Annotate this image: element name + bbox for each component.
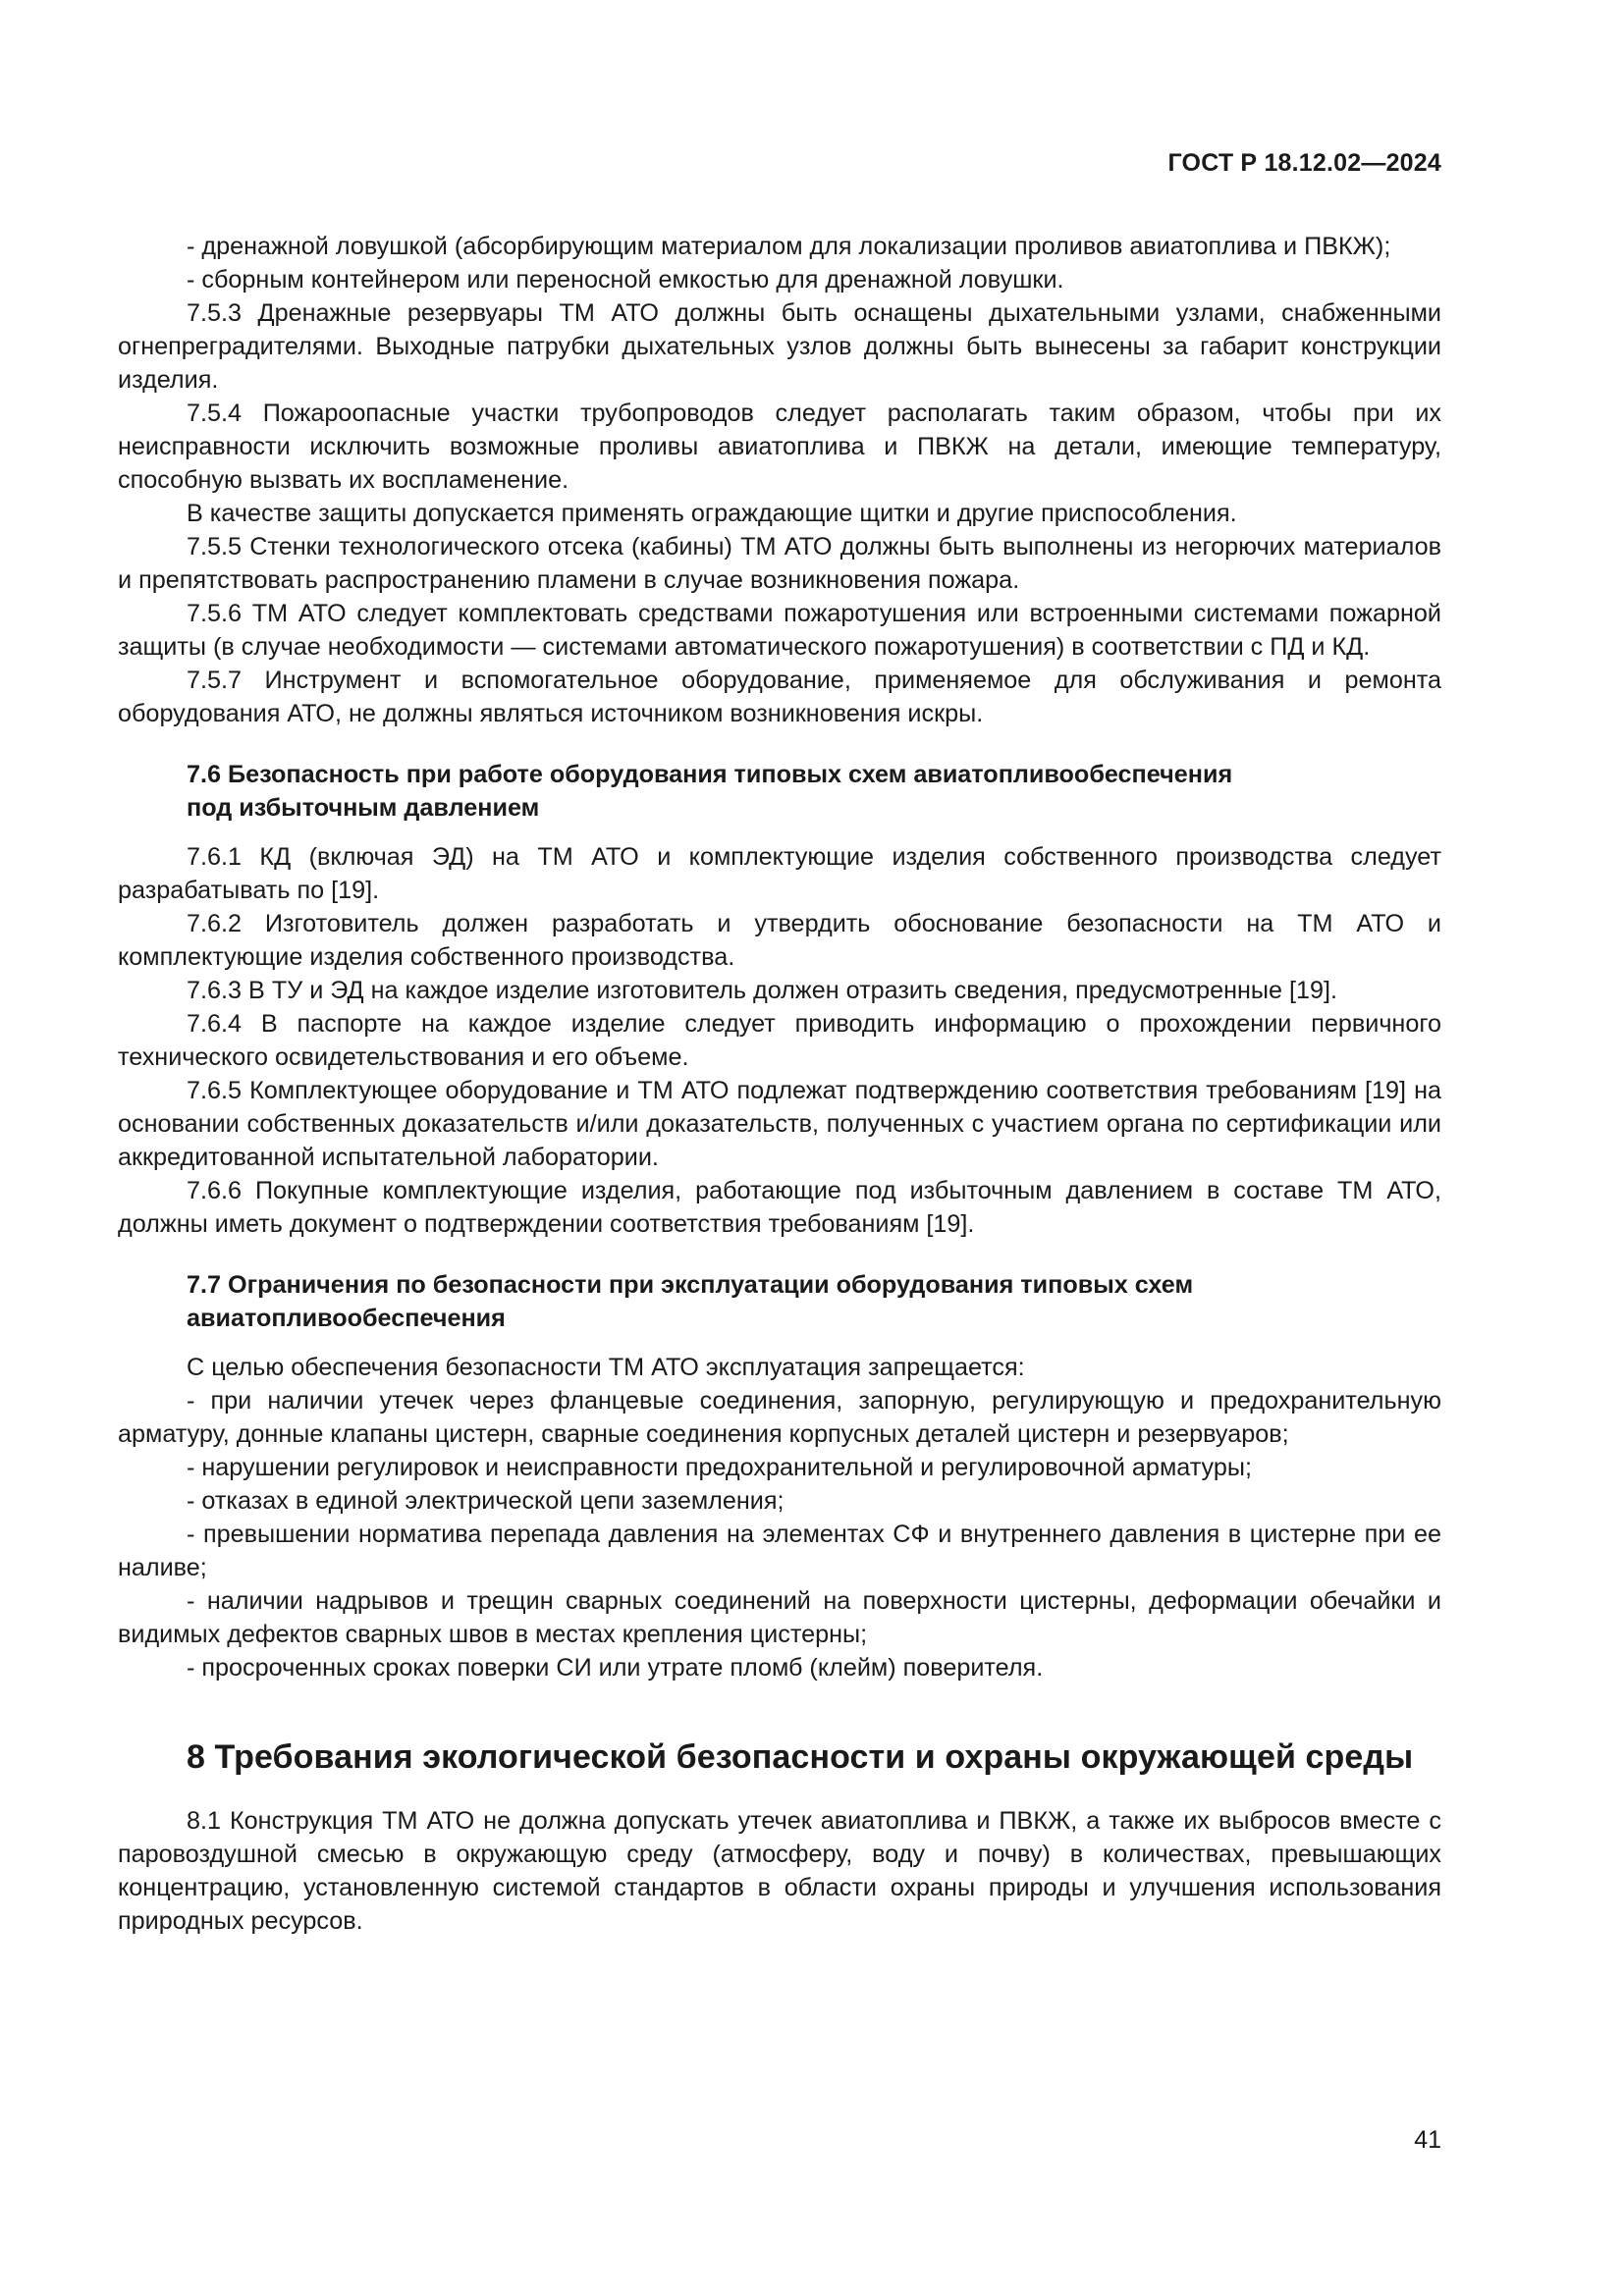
paragraph: - нарушении регулировок и неисправности предохранительной и регулировочной арматуры;: [187, 1454, 1252, 1481]
paragraph: 7.5.7 Инструмент и вспомогательное оборудование, применяемое для обслуживания и ремонта оборудования АТО, не должны являться источником возникновения искры.: [118, 667, 1441, 727]
section-heading-8: 8 Требования экологической безопасности и охраны окружающей среды: [187, 1738, 1414, 1776]
paragraph: - превышении норматива перепада давления на элементах СФ и внутреннего давления в цистерне при ее наливе;: [118, 1521, 1441, 1581]
heading-line: 7.7 Ограничения по безопасности при эксплуатации оборудования типовых схем: [187, 1271, 1194, 1299]
paragraph: 8.1 Конструкция ТМ АТО не должна допускать утечек авиатоплива и ПВКЖ, а также их выбросов вместе с паровоздушной смесью в окружающую среду (атмосферу, воду и почву) в количествах, превышающих концентрацию, установленную системой стандартов в области охраны природы и улучшения использования природных ресурсов.: [118, 1807, 1441, 1935]
paragraph: 7.6.1 КД (включая ЭД) на ТМ АТО и комплектующие изделия собственного производства следует разрабатывать по [19].: [118, 843, 1441, 904]
paragraph: - дренажной ловушкой (абсорбирующим материалом для локализации проливов авиатоплива и ПВКЖ);: [187, 233, 1391, 260]
paragraph: - просроченных сроках поверки СИ или утрате пломб (клейм) поверителя.: [187, 1654, 1044, 1682]
paragraph: 7.6.3 В ТУ и ЭД на каждое изделие изготовитель должен отразить сведения, предусмотренные [19].: [187, 977, 1338, 1004]
paragraph: - наличии надрывов и трещин сварных соединений на поверхности цистерны, деформации обечайки и видимых дефектов сварных швов в местах крепления цистерны;: [118, 1587, 1441, 1648]
document-header: ГОСТ Р 18.12.02—2024: [1167, 149, 1441, 177]
paragraph: 7.5.6 ТМ АТО следует комплектовать средствами пожаротушения или встроенными системами пожарной защиты (в случае необходимости — системами автоматического пожаротушения) в соответствии с ПД и КД.: [118, 600, 1441, 661]
paragraph: - сборным контейнером или переносной емкостью для дренажной ловушки.: [187, 266, 1064, 294]
document-body: [118, 230, 1441, 1938]
section-heading-7-7: [187, 1268, 1375, 1335]
paragraph: С целью обеспечения безопасности ТМ АТО эксплуатация запрещается:: [187, 1354, 1025, 1381]
paragraph: 7.5.4 Пожароопасные участки трубопроводов следует располагать таким образом, чтобы при их неисправности исключить возможные проливы авиатоплива и ПВКЖ на детали, имеющие температуру, способную вызвать их воспламенение.: [118, 400, 1441, 494]
paragraph: - отказах в единой электрической цепи заземления;: [187, 1487, 785, 1515]
paragraph: 7.6.6 Покупные комплектующие изделия, работающие под избыточным давлением в составе ТМ АТО, должны иметь документ о подтверждении соответствия требованиям [19].: [118, 1177, 1441, 1238]
paragraph: 7.6.5 Комплектующее оборудование и ТМ АТО подлежат подтверждению соответствия требованиям [19] на основании собственных доказательств и/или доказательств, полученных с участием органа по сертификации или аккредитованной испытательной лаборатории.: [118, 1077, 1441, 1171]
paragraph: - при наличии утечек через фланцевые соединения, запорную, регулирующую и предохранительную арматуру, донные клапаны цистерн, сварные соединения корпусных деталей цистерн и резервуаров;: [118, 1387, 1441, 1448]
paragraph: 7.6.2 Изготовитель должен разработать и утвердить обоснование безопасности на ТМ АТО и комплектующие изделия собственного производства.: [118, 910, 1441, 971]
heading-line: под избыточным давлением: [187, 794, 540, 822]
paragraph: 7.5.3 Дренажные резервуары ТМ АТО должны быть оснащены дыхательными узлами, снабженными огнепреградителями. Выходные патрубки дыхательных узлов должны быть вынесены за габарит конструкции изделия.: [118, 299, 1441, 394]
paragraph: В качестве защиты допускается применять ограждающие щитки и другие приспособления.: [187, 500, 1237, 527]
section-heading-7-6: [187, 758, 1375, 825]
paragraph: 7.5.5 Стенки технологического отсека (кабины) ТМ АТО должны быть выполнены из негорючих материалов и препятствовать распространению пламени в случае возникновения пожара.: [118, 533, 1441, 594]
paragraph: 7.6.4 В паспорте на каждое изделие следует приводить информацию о прохождении первичного технического освидетельствования и его объеме.: [118, 1010, 1441, 1071]
heading-line: авиатопливообеспечения: [187, 1305, 506, 1332]
heading-line: 7.6 Безопасность при работе оборудования типовых схем авиатопливообеспечения: [187, 761, 1233, 788]
page-number: 41: [1414, 2126, 1441, 2154]
